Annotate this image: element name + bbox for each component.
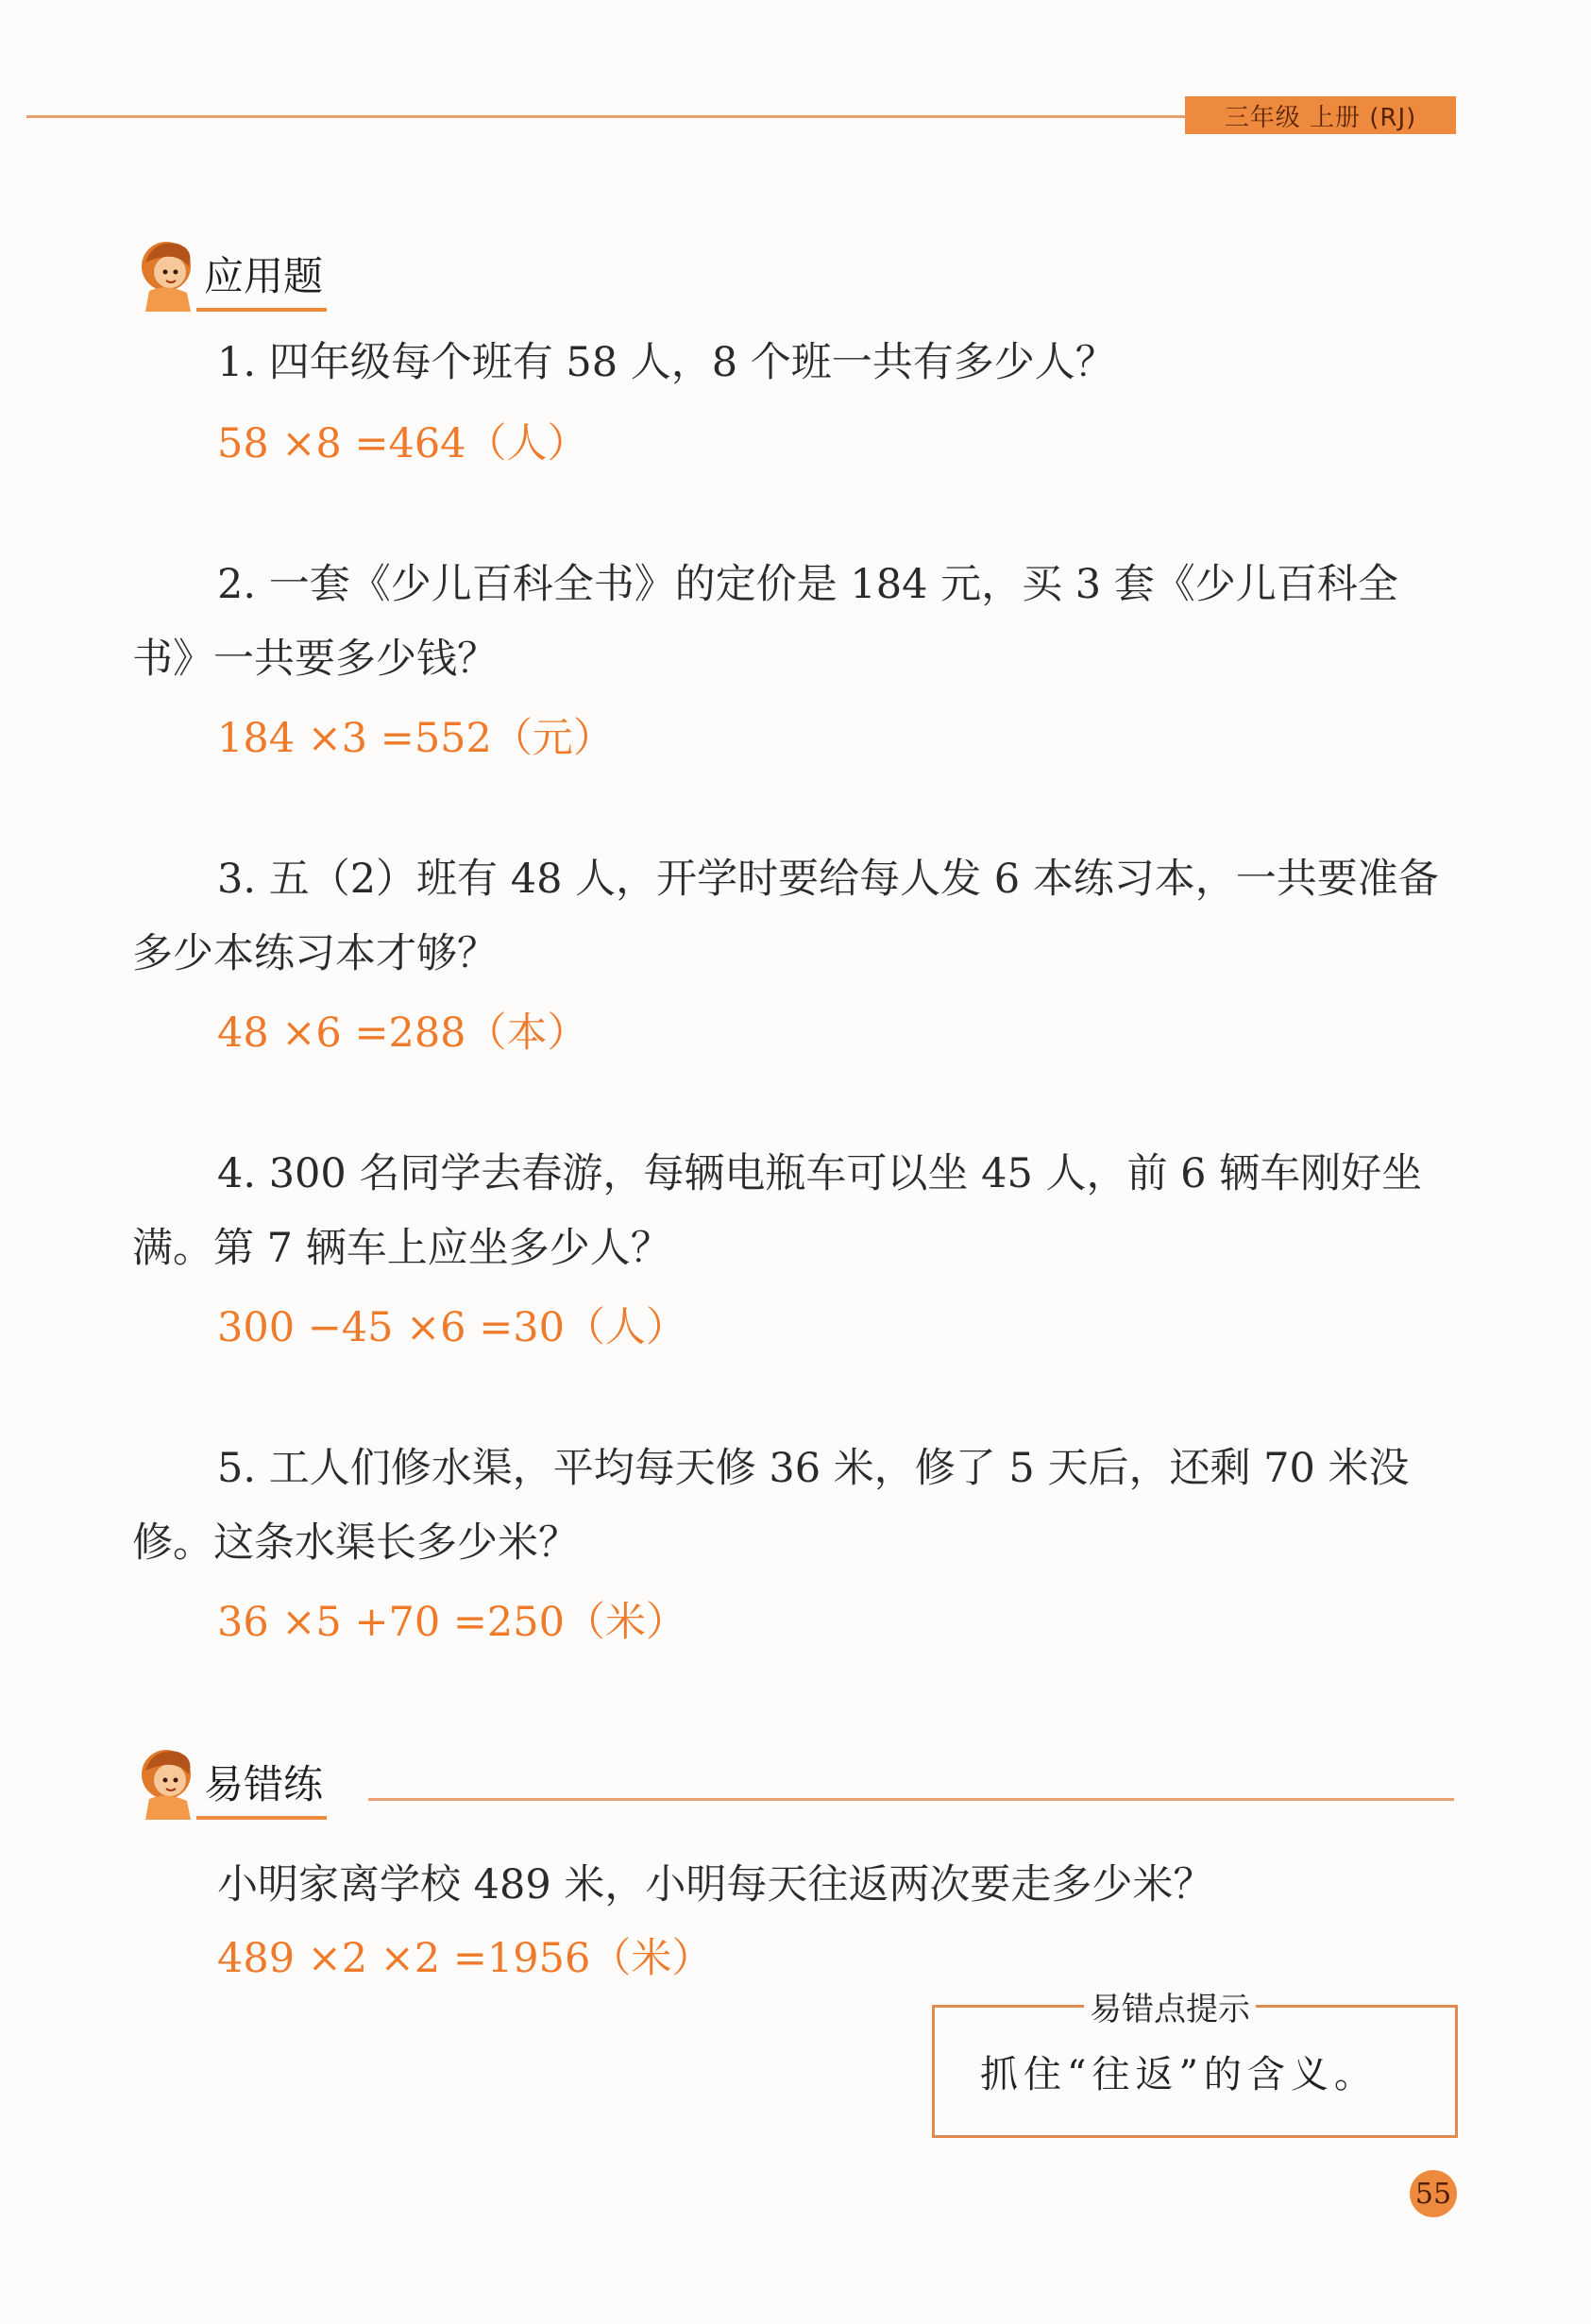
question-4: 4. 300 名同学去春游，每辆电瓶车可以坐 45 人，前 6 辆车刚好坐满。第 7 辆车上应坐多少人？ <box>132 1150 1423 1272</box>
section-heading-application <box>132 234 327 312</box>
student-mascot-icon <box>132 1742 206 1820</box>
grade-tab: 三年级 上册 (RJ) <box>1185 96 1456 134</box>
answer-1: 58 ×8 =464（人） <box>217 420 588 467</box>
tip-title: 易错点提示 <box>1084 1983 1256 2029</box>
answer-4: 300 −45 ×6 =30（人） <box>217 1304 686 1351</box>
question-2: 2. 一套《少儿百科全书》的定价是 184 元，买 3 套《少儿百科全书》一共要多少钱？ <box>132 561 1398 683</box>
header-rule <box>26 115 1188 118</box>
question-3: 3. 五（2）班有 48 人，开学时要给每人发 6 本练习本，一共要准备多少本练习本才够？ <box>132 856 1439 977</box>
student-mascot-icon <box>132 234 206 312</box>
answer-2: 184 ×3 =552（元） <box>217 715 614 762</box>
section-title-application: 应用题 <box>196 246 327 312</box>
question-1: 1. 四年级每个班有 58 人，8 个班一共有多少人？ <box>217 339 1116 386</box>
page-number: 55 <box>1410 2170 1457 2217</box>
question-5: 5. 工人们修水渠，平均每天修 36 米，修了 5 天后，还剩 70 米没修。这条水渠长多少米？ <box>132 1445 1410 1567</box>
answer-5: 36 ×5 +70 =250（米） <box>217 1599 686 1646</box>
tip-text: 抓住“往返”的含义。 <box>980 2053 1378 2096</box>
section-rule <box>368 1798 1454 1801</box>
error-practice-answer: 489 ×2 ×2 =1956（米） <box>217 1935 713 1982</box>
section-heading-error-practice <box>132 1742 327 1820</box>
error-practice-question: 小明家离学校 489 米，小明每天往返两次要走多少米？ <box>217 1861 1214 1908</box>
section-title-error-practice: 易错练 <box>196 1754 327 1820</box>
answer-3: 48 ×6 =288（本） <box>217 1009 588 1057</box>
